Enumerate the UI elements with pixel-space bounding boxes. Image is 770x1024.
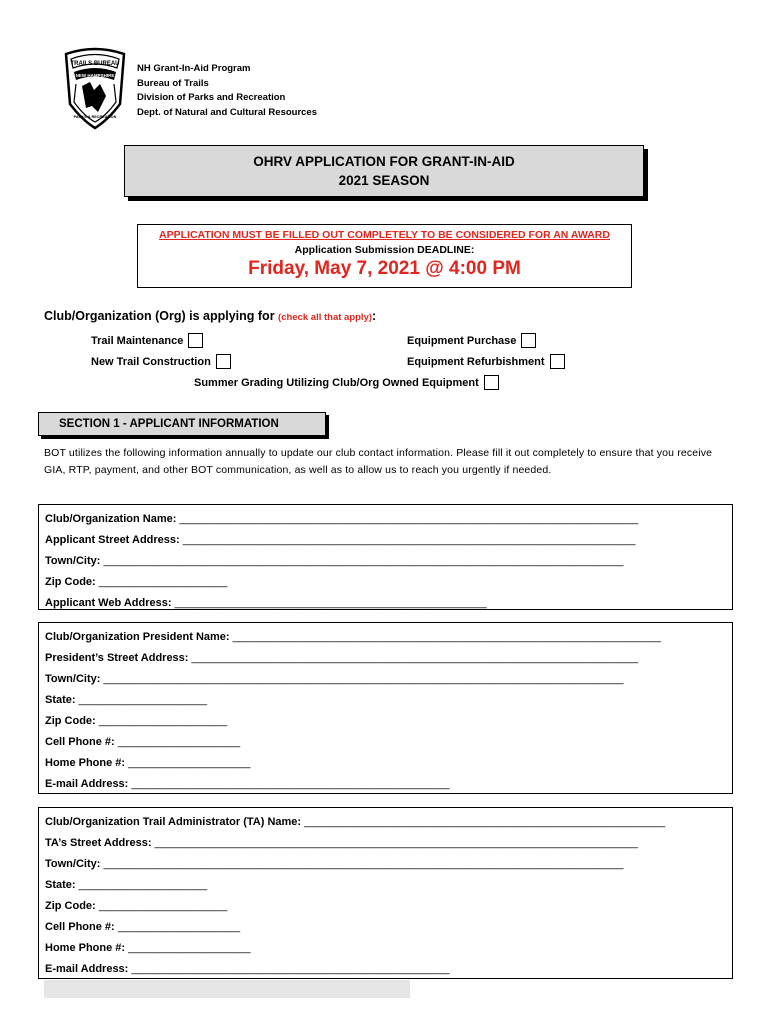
applicant-zip-field[interactable] (45, 572, 732, 593)
field-label: E-mail Address: (45, 963, 129, 975)
option-label: Equipment Refurbishment (407, 355, 545, 368)
field-blank[interactable]: ____________________________________________________ (128, 778, 450, 790)
field-label: President’s Street Address: (45, 652, 189, 664)
field-blank[interactable]: _____________________ (75, 879, 208, 891)
form-title-box (124, 145, 644, 197)
field-blank[interactable]: _____________________ (95, 900, 228, 912)
field-label: Town/City: (45, 858, 101, 870)
option-label: Equipment Purchase (407, 334, 517, 347)
logo-text-top: TRAILS BUREAU (70, 61, 120, 67)
ta-street-field[interactable] (45, 833, 732, 854)
ta-name-field[interactable] (45, 812, 732, 833)
deadline-label: Application Submission DEADLINE: (294, 244, 475, 256)
field-label: Cell Phone #: (45, 921, 115, 933)
section-1-heading: SECTION 1 - APPLICANT INFORMATION (38, 412, 326, 436)
field-label: Zip Code: (45, 900, 96, 912)
completion-warning: APPLICATION MUST BE FILLED OUT COMPLETELY TO BE CONSIDERED FOR AN AWARD (159, 229, 610, 241)
president-town-field[interactable] (45, 669, 732, 690)
option-new-trail-construction[interactable] (91, 354, 231, 369)
option-label: Trail Maintenance (91, 334, 184, 347)
option-label: New Trail Construction (91, 355, 211, 368)
field-label: Club/Organization Trail Administrator (TA) Name: (45, 816, 302, 828)
logo-text-bottom: PARKS & RECREATION (73, 115, 117, 119)
field-label: TA’s Street Address: (45, 837, 152, 849)
field-blank[interactable]: _________________________________________________________________________ (188, 652, 639, 664)
option-trail-maintenance[interactable] (91, 333, 203, 348)
option-summer-grading[interactable] (194, 375, 499, 390)
field-blank[interactable]: _____________________________________________________________________________________ (100, 673, 624, 685)
deadline-date: Friday, May 7, 2021 @ 4:00 PM (248, 258, 521, 279)
deadline-box (137, 224, 632, 288)
field-blank[interactable]: _____________________________________________________________________________________ (100, 555, 624, 567)
president-info-box (38, 622, 733, 794)
field-blank[interactable]: ____________________ (125, 942, 251, 954)
field-label: Applicant Street Address: (45, 534, 180, 546)
option-equipment-refurbishment[interactable] (407, 354, 565, 369)
org-line: Division of Parks and Recreation (137, 92, 286, 103)
field-label: State: (45, 694, 76, 706)
field-blank[interactable]: ____________________ (125, 757, 251, 769)
summer-grading-checkbox[interactable] (484, 375, 499, 390)
field-label: Club/Organization Name: (45, 513, 177, 525)
field-blank[interactable]: __________________________________________________________________________ (179, 534, 636, 546)
field-blank[interactable]: _____________________ (95, 715, 228, 727)
field-label: Cell Phone #: (45, 736, 115, 748)
ta-zip-field[interactable] (45, 896, 732, 917)
field-label: Town/City: (45, 673, 101, 685)
field-blank[interactable]: ____________________________________________________ (128, 963, 450, 975)
check-all-note: (check all that apply) (278, 312, 373, 323)
footer-shaded-bar (44, 980, 410, 998)
ta-town-field[interactable] (45, 854, 732, 875)
field-blank[interactable]: ______________________________________________________________________ (229, 631, 661, 643)
applicant-street-field[interactable] (45, 530, 732, 551)
field-label: Town/City: (45, 555, 101, 567)
form-season: 2021 SEASON (338, 173, 430, 188)
field-label: Club/Organization President Name: (45, 631, 230, 643)
applying-for-label: Club/Organization (Org) is applying for (44, 309, 275, 323)
applying-for-colon: : (372, 309, 377, 323)
applicant-town-field[interactable] (45, 551, 732, 572)
applicant-info-box (38, 504, 733, 610)
trails-bureau-logo (60, 46, 130, 130)
field-blank[interactable]: ____________________ (114, 736, 241, 748)
applying-for-prompt (44, 309, 376, 323)
ta-email-field[interactable] (45, 959, 732, 980)
field-label: Home Phone #: (45, 942, 126, 954)
field-blank[interactable]: ___________________________________________________ (171, 597, 487, 609)
field-blank[interactable]: _____________________ (95, 576, 228, 588)
president-home-phone-field[interactable] (45, 753, 732, 774)
field-blank[interactable]: ___________________________________________________________________________ (176, 513, 639, 525)
field-label: Home Phone #: (45, 757, 126, 769)
field-label: Applicant Web Address: (45, 597, 172, 609)
equipment-refurbishment-checkbox[interactable] (550, 354, 565, 369)
field-blank[interactable]: ____________________ (114, 921, 241, 933)
president-zip-field[interactable] (45, 711, 732, 732)
field-label: Zip Code: (45, 576, 96, 588)
section-1-intro: BOT utilizes the following information annually to update our club contact information. Please fill it out completely to ensure that you receive GIA, RTP, payment, and other BOT communication, as well as to allow us to reach you urgently if needed. (44, 447, 713, 476)
trail-maintenance-checkbox[interactable] (188, 333, 203, 348)
org-line: NH Grant-In-Aid Program (137, 63, 251, 74)
field-blank[interactable]: ___________________________________________________________ (301, 816, 666, 828)
field-label: Zip Code: (45, 715, 96, 727)
applicant-web-field[interactable] (45, 593, 732, 614)
trail-admin-info-box (38, 807, 733, 979)
new-trail-construction-checkbox[interactable] (216, 354, 231, 369)
ta-home-phone-field[interactable] (45, 938, 732, 959)
option-equipment-purchase[interactable] (407, 333, 536, 348)
president-email-field[interactable] (45, 774, 732, 795)
org-address-block (137, 62, 317, 120)
form-title: OHRV APPLICATION FOR GRANT-IN-AID (253, 154, 515, 169)
org-line: Bureau of Trails (137, 77, 209, 89)
ta-state-field[interactable] (45, 875, 732, 896)
president-state-field[interactable] (45, 690, 732, 711)
field-label: State: (45, 879, 76, 891)
club-name-field[interactable] (45, 509, 732, 530)
president-street-field[interactable] (45, 648, 732, 669)
option-label: Summer Grading Utilizing Club/Org Owned Equipment (194, 376, 479, 389)
field-blank[interactable]: _____________________________________________________________________________________ (100, 858, 624, 870)
field-label: E-mail Address: (45, 778, 129, 790)
field-blank[interactable]: _______________________________________________________________________________ (151, 837, 638, 849)
president-name-field[interactable] (45, 627, 732, 648)
ta-cell-field[interactable] (45, 917, 732, 938)
equipment-purchase-checkbox[interactable] (521, 333, 536, 348)
logo-text-middle: NEW HAMPSHIRE (75, 73, 115, 78)
president-cell-field[interactable] (45, 732, 732, 753)
field-blank[interactable]: _____________________ (75, 694, 208, 706)
org-line: Dept. of Natural and Cultural Resources (137, 106, 318, 118)
